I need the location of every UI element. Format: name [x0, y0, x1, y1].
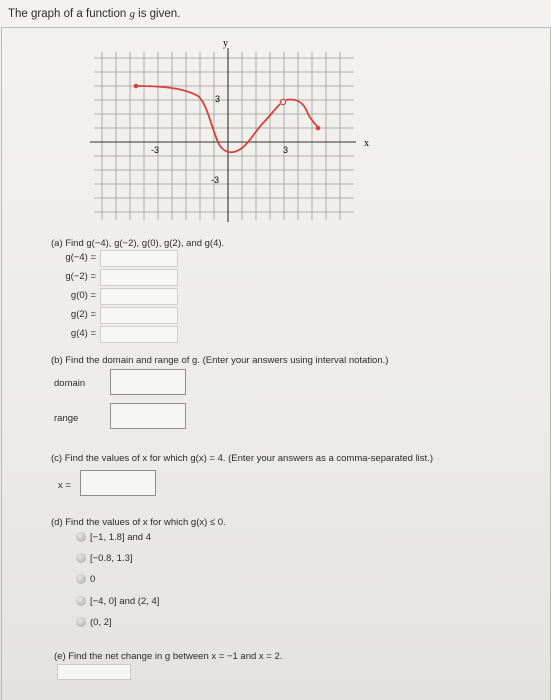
g-neg4-label: g(−4) = [65, 252, 96, 263]
x-tick-neg3: -3 [151, 145, 160, 155]
g-0-input[interactable] [100, 288, 178, 305]
range-input[interactable] [110, 403, 186, 429]
option-2-label: [−0.8, 1.3] [90, 553, 133, 564]
function-graph [84, 36, 379, 226]
part-d-prompt: (d) Find the values of x for which g(x) ≤ 0. [51, 517, 226, 528]
option-4-label: [−4, 0] and (2, 4] [90, 596, 160, 607]
x-tick-pos3: 3 [283, 145, 289, 155]
g-4-input[interactable] [100, 326, 178, 343]
x-equals-label: x = [58, 480, 71, 491]
radio-option-4[interactable] [76, 596, 86, 606]
part-a-prompt: (a) Find g(−4), g(−2), g(0), g(2), and g(4). [51, 238, 225, 249]
part-e-prompt: (e) Find the net change in g between x = −1 and x = 2. [54, 651, 283, 662]
endpoint-right-closed [316, 126, 321, 131]
domain-input[interactable] [110, 369, 186, 395]
y-tick-neg3: -3 [211, 175, 220, 185]
g-neg2-input[interactable] [100, 269, 178, 286]
open-circle [280, 99, 285, 104]
intro-text: The graph of a function [8, 8, 130, 20]
part-e-input[interactable] [57, 664, 131, 680]
problem-intro [8, 8, 180, 20]
part-b-prompt: (b) Find the domain and range of g. (Enter your answers using interval notation.) [51, 355, 389, 366]
option-3-label: 0 [90, 574, 96, 585]
range-label: range [54, 413, 79, 424]
g-neg2-label: g(−2) = [65, 271, 96, 282]
g-neg4-input[interactable] [100, 250, 178, 267]
radio-option-3[interactable] [76, 574, 86, 584]
domain-label: domain [54, 378, 86, 389]
y-axis-label: y [223, 38, 228, 49]
part-c-prompt: (c) Find the values of x for which g(x) = 4. (Enter your answers as a comma-separated list.) [51, 453, 433, 464]
g-4-label: g(4) = [70, 328, 96, 339]
g-2-label: g(2) = [70, 309, 96, 320]
option-5-label: (0, 2] [90, 617, 112, 628]
grid [94, 52, 354, 220]
g-0-label: g(0) = [70, 290, 96, 301]
radio-option-5[interactable] [76, 617, 86, 627]
y-tick-pos3: 3 [215, 94, 221, 104]
g-2-input[interactable] [100, 307, 178, 324]
x-axis-label: x [364, 138, 369, 149]
option-1-label: [−1, 1.8] and 4 [90, 532, 152, 543]
intro-variable: g [129, 8, 135, 20]
radio-option-1[interactable] [76, 532, 86, 542]
endpoint-left-closed [134, 84, 139, 89]
intro-suffix: is given. [134, 8, 181, 20]
part-c-input[interactable] [80, 470, 156, 496]
radio-option-2[interactable] [76, 553, 86, 563]
